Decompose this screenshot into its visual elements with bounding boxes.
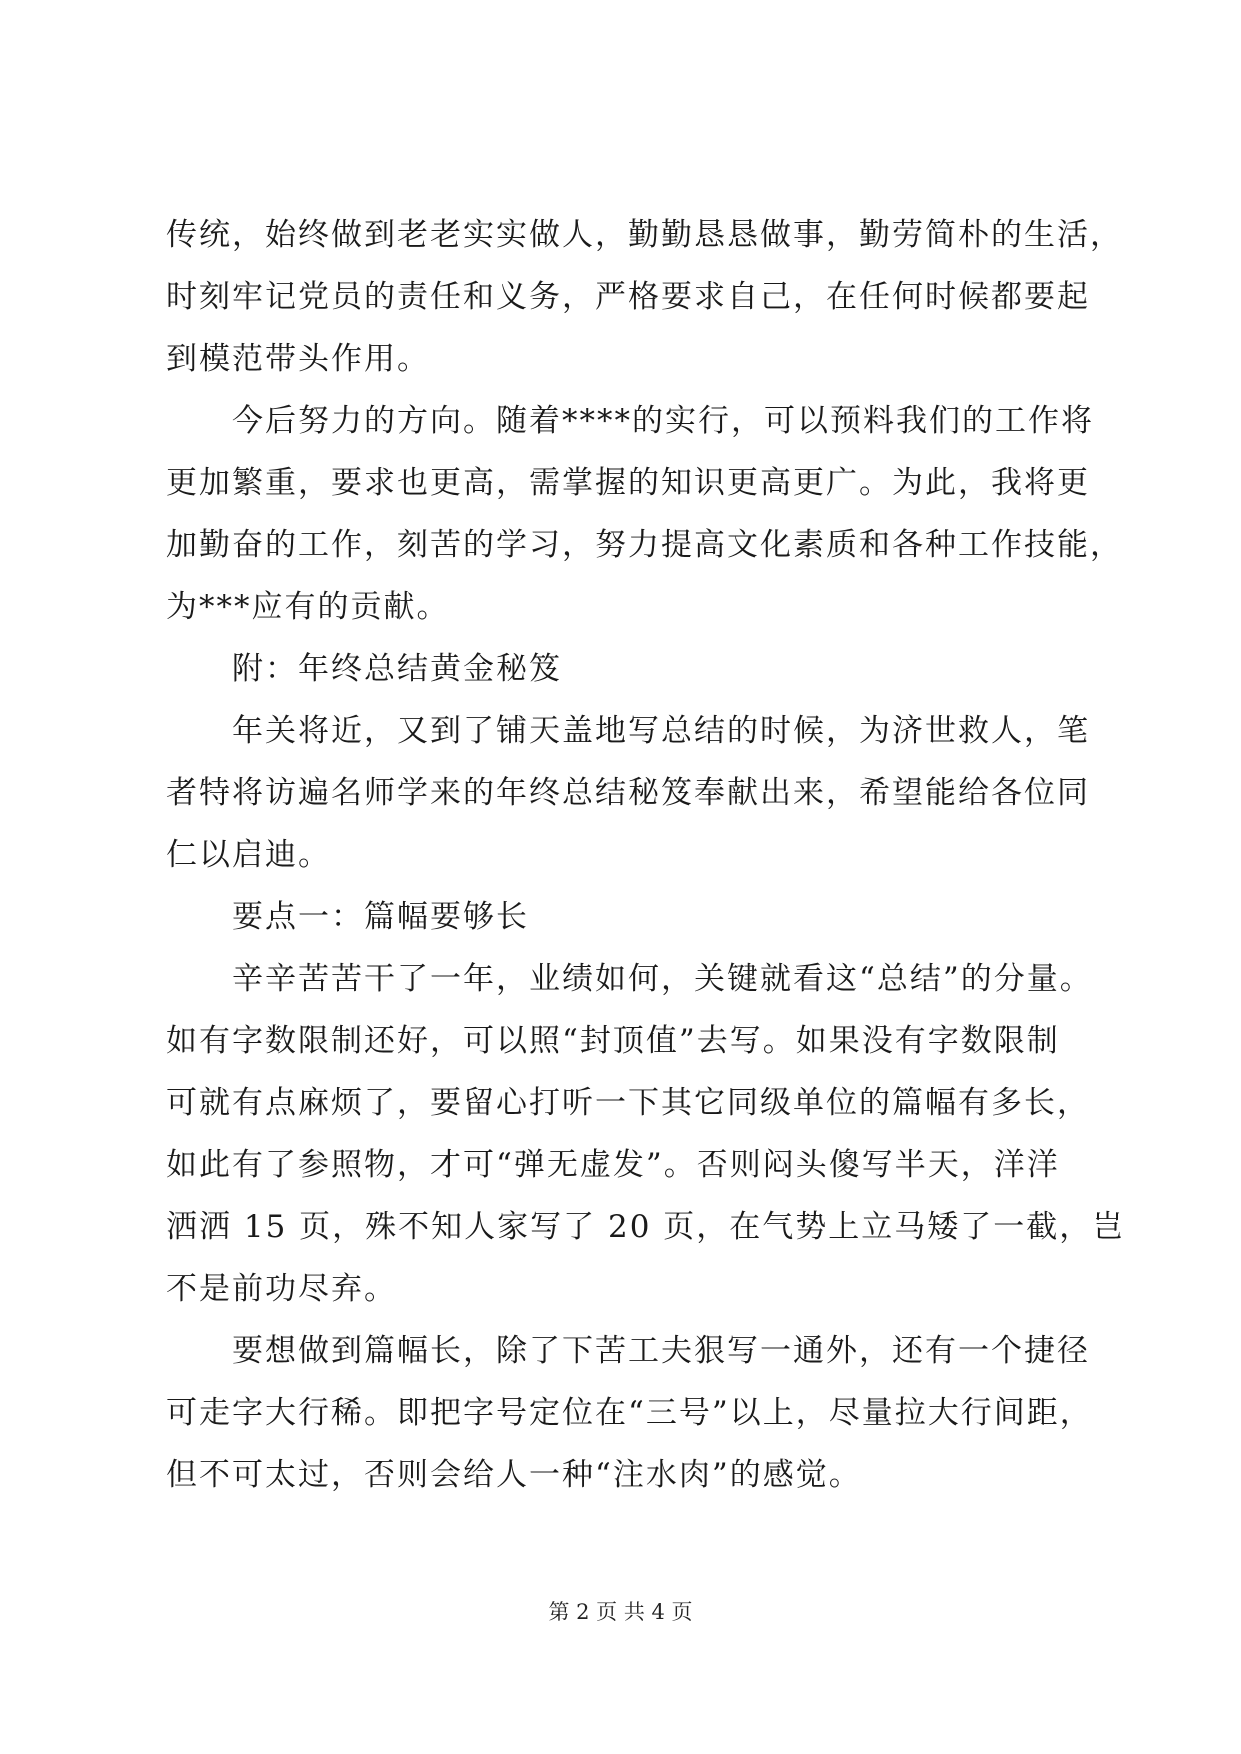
- text-line: 年关将近，又到了铺天盖地写总结的时候，为济世救人，笔: [232, 713, 1090, 749]
- text-line: 可走字大行稀。即把字号定位在“三号”以上，尽量拉大行间距，: [166, 1395, 1093, 1431]
- text-line: 洒洒 15 页，殊不知人家写了 20 页，在气势上立马矮了一截，岂: [166, 1209, 1126, 1245]
- document-body: [166, 204, 1126, 1506]
- text-line: 如有字数限制还好，可以照“封顶值”去写。如果没有字数限制: [166, 1023, 1060, 1059]
- paragraph: [166, 390, 1123, 638]
- paragraph: [166, 700, 1090, 886]
- section-heading: 附：年终总结黄金秘笈: [232, 651, 562, 687]
- text-line: 者特将访遍名师学来的年终总结秘笈奉献出来，希望能给各位同: [166, 775, 1090, 811]
- text-line: 为***应有的贡献。: [166, 589, 450, 625]
- paragraph: [166, 1320, 1093, 1506]
- paragraph: [166, 948, 1126, 1320]
- text-line: 时刻牢记党员的责任和义务，严格要求自己，在任何时候都要起: [166, 279, 1090, 315]
- text-line: 辛辛苦苦干了一年，业绩如何，关键就看这“总结”的分量。: [232, 961, 1093, 997]
- text-line: 不是前功尽弃。: [166, 1271, 397, 1307]
- section-heading: 要点一：篇幅要够长: [232, 899, 529, 935]
- text-line: 要想做到篇幅长，除了下苦工夫狠写一通外，还有一个捷径: [232, 1333, 1090, 1369]
- text-line: 仁以启迪。: [166, 837, 331, 873]
- text-line: 可就有点麻烦了，要留心打听一下其它同级单位的篇幅有多长，: [166, 1085, 1090, 1121]
- paragraph: [166, 204, 1123, 390]
- paragraph: [166, 886, 1086, 948]
- text-line: 今后努力的方向。随着****的实行，可以预料我们的工作将: [232, 403, 1094, 439]
- text-line: 如此有了参照物，才可“弹无虚发”。否则闷头傻写半天，洋洋: [166, 1147, 1060, 1183]
- text-line: 更加繁重，要求也更高，需掌握的知识更高更广。为此，我将更: [166, 465, 1090, 501]
- text-line: 加勤奋的工作，刻苦的学习，努力提高文化素质和各种工作技能，: [166, 527, 1123, 563]
- paragraph: [166, 638, 1086, 700]
- text-line: 传统，始终做到老老实实做人，勤勤恳恳做事，勤劳简朴的生活，: [166, 217, 1123, 253]
- text-line: 但不可太过，否则会给人一种“注水肉”的感觉。: [166, 1457, 862, 1493]
- text-line: 到模范带头作用。: [166, 341, 430, 377]
- page-number-footer: 第 2 页 共 4 页: [548, 1600, 693, 1624]
